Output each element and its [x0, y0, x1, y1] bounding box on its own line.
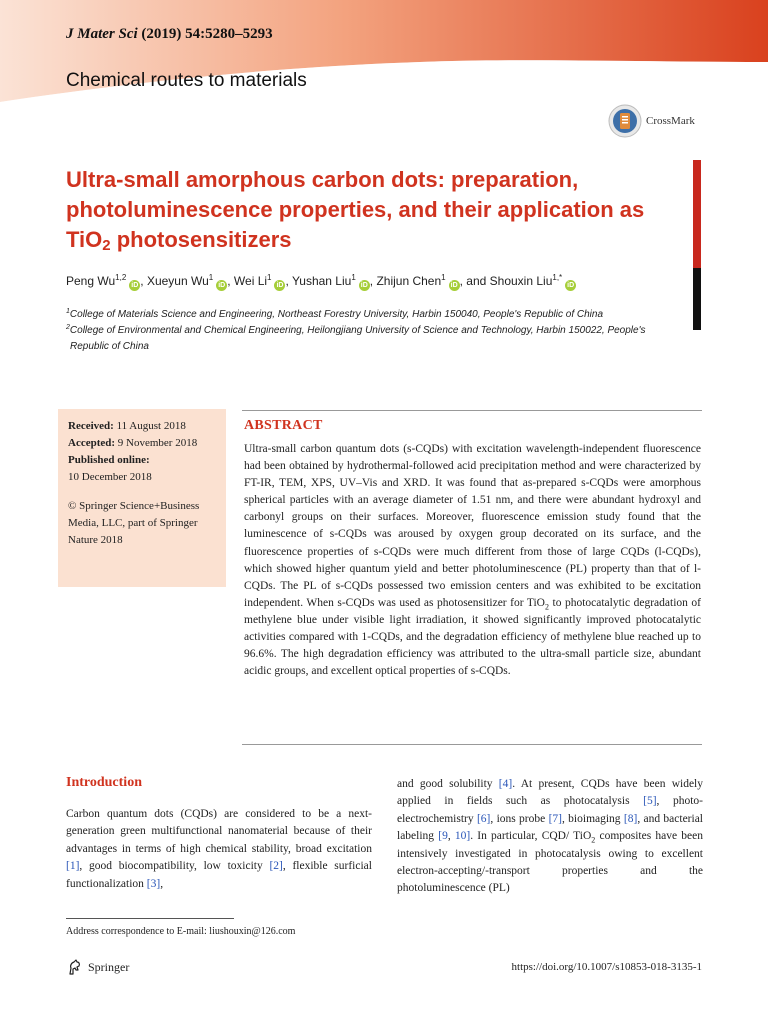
author[interactable]: Zhijun Chen$^1$iD — [376, 273, 458, 289]
citation-link[interactable]: [1] — [66, 860, 80, 873]
citation-link[interactable]: [3] — [146, 877, 161, 890]
affiliation: $^1$College of Materials Science and Engineering, Northeast Forestry University, Harbin 150040, People's Republic of China — [66, 308, 604, 320]
citation-link[interactable]: 10] — [454, 830, 471, 843]
article-dates-box — [58, 409, 226, 587]
author[interactable]: Xueyun Wu$^1$iD — [146, 273, 226, 289]
crossmark-label: CrossMark — [646, 115, 695, 127]
orcid-icon[interactable]: iD — [218, 282, 226, 289]
introduction-heading: Introduction — [66, 775, 142, 790]
affiliation: $^2$College of Environmental and Chemical Engineering, Heilongjiang University of Science and Technology, Harbin 150022, People's — [66, 324, 646, 336]
accepted-date: Accepted: 9 November 2018 — [68, 437, 198, 449]
citation-link[interactable]: [5] — [643, 795, 657, 808]
citation-link[interactable]: [8] — [623, 812, 638, 825]
introduction-right-column: and good solubility [4]. At present, CQDs have been widely applied in fields such as photocatalysis [5], photo-electrochemistry [6], ions probe [7], bioimaging [8], and bacterial labeling [9, 10]. In particular, CQD/ TiO$_2$ composites have been intensively investigated in photocatalysis owing to excellent electron-accepting/-transport properties and the photoluminescence (PL) — [397, 778, 704, 895]
citation-link[interactable]: [4] — [498, 778, 513, 790]
springer-label: Springer — [88, 959, 130, 974]
orcid-icon[interactable]: iD — [276, 282, 284, 289]
author[interactable]: Shouxin Liu$^{1,*}$iD — [489, 273, 575, 289]
journal-volume: (2019) 54:5280–5293 — [141, 26, 273, 42]
side-accent-red — [693, 160, 701, 268]
published-date: 10 December 2018 — [68, 471, 152, 483]
article-title: Ultra-small amorphous carbon dots: preparation, photoluminescence properties, and their application as TiO$_2$ photosensitizers — [66, 167, 645, 254]
citation-link[interactable]: [7] — [548, 812, 562, 825]
orcid-icon[interactable]: iD — [567, 282, 575, 289]
abstract-body: Ultra-small carbon quantum dots (s-CQDs) with excitation wavelength-independent fluorescence had been obtained by hydrothermal-followed acid precipitation method and were characterized by FT-IR, TEM, XPS, UV–Vis and XRD. It was found that as-prepared s-CQDs were amorphous spherical particles with an average diameter of 1.51 nm, and there were abundant hydroxyl and carbonyl groups on their surfaces. Moreover, fluorescence emission study found that the luminescence of s-CQDs was aroused by oxygen group decorated on its surface, and the fluorescence properties of s-CQDs were much different from those of large CQDs (l-CQDs), which showed higher quantum yield and better photoluminescence (PL) property than that of l-CQDs. The PL of s-CQDs possessed two emission centers and was exhibited to be excitation independent. When s-CQDs was used as photosensitizer for TiO$_2$ to photocatalytic degradation of methylene blue under visible light irradiation, it showed significantly improved photocatalytic activities compared with 1-CQDs, and the degradation efficiency of methylene blue reached up to 96.6%. The high degradation efficiency was attributed to the ultra-small particle size, abundant acidic groups, and excellent optical properties of s-CQDs. — [244, 443, 701, 678]
doi-link[interactable]: https://doi.org/10.1007/s10853-018-3135-1 — [511, 961, 702, 973]
affiliation-continued: Republic of China — [70, 341, 149, 352]
section-heading: Chemical routes to materials — [66, 70, 307, 91]
springer-horse-icon — [66, 958, 84, 976]
abstract-heading: ABSTRACT — [244, 418, 323, 433]
author[interactable]: Yushan Liu$^1$iD — [291, 273, 368, 289]
crossmark-icon — [608, 104, 642, 138]
orcid-icon[interactable]: iD — [450, 282, 458, 289]
orcid-icon[interactable]: iD — [360, 282, 368, 289]
crossmark-badge[interactable] — [608, 104, 695, 138]
received-date: Received: 11 August 2018 — [68, 420, 186, 432]
affiliations — [66, 307, 706, 355]
footnote-divider — [66, 918, 234, 919]
correspondence-footnote: Address correspondence to E-mail: liushouxin@126.com — [66, 926, 296, 937]
author-list: Peng Wu$^{1,2}$iD , Xueyun Wu$^1$iD , Wei Li$^1$iD , Yushan Liu$^1$iD , Zhijun Chen$^1$iD , and Shouxin Liu$^{1,*}$iD — [66, 273, 575, 289]
published-label: Published online: — [68, 454, 150, 466]
journal-name: J Mater Sci — [66, 26, 138, 42]
abstract-divider-bottom — [242, 744, 702, 745]
abstract-divider-top — [242, 410, 702, 411]
orcid-icon[interactable]: iD — [131, 282, 139, 289]
author[interactable]: Peng Wu$^{1,2}$iD — [66, 273, 139, 289]
copyright-notice: © Springer Science+Business Media, LLC, part of Springer Nature 2018 — [68, 500, 200, 546]
citation-link[interactable]: [9 — [438, 830, 448, 843]
springer-logo — [66, 958, 129, 976]
author[interactable]: Wei Li$^1$iD — [233, 273, 284, 289]
journal-citation — [66, 26, 273, 43]
citation-link[interactable]: [6] — [476, 812, 491, 825]
introduction-left-column: Carbon quantum dots (CQDs) are considered to be a next-generation green multifunctional nanomaterial because of their advantages in terms of high chemical stability, broad excitation [1], good biocompatibility, low toxicity [2], flexible surficial functionalization [3], — [66, 808, 372, 890]
citation-link[interactable]: [2] — [269, 860, 283, 873]
